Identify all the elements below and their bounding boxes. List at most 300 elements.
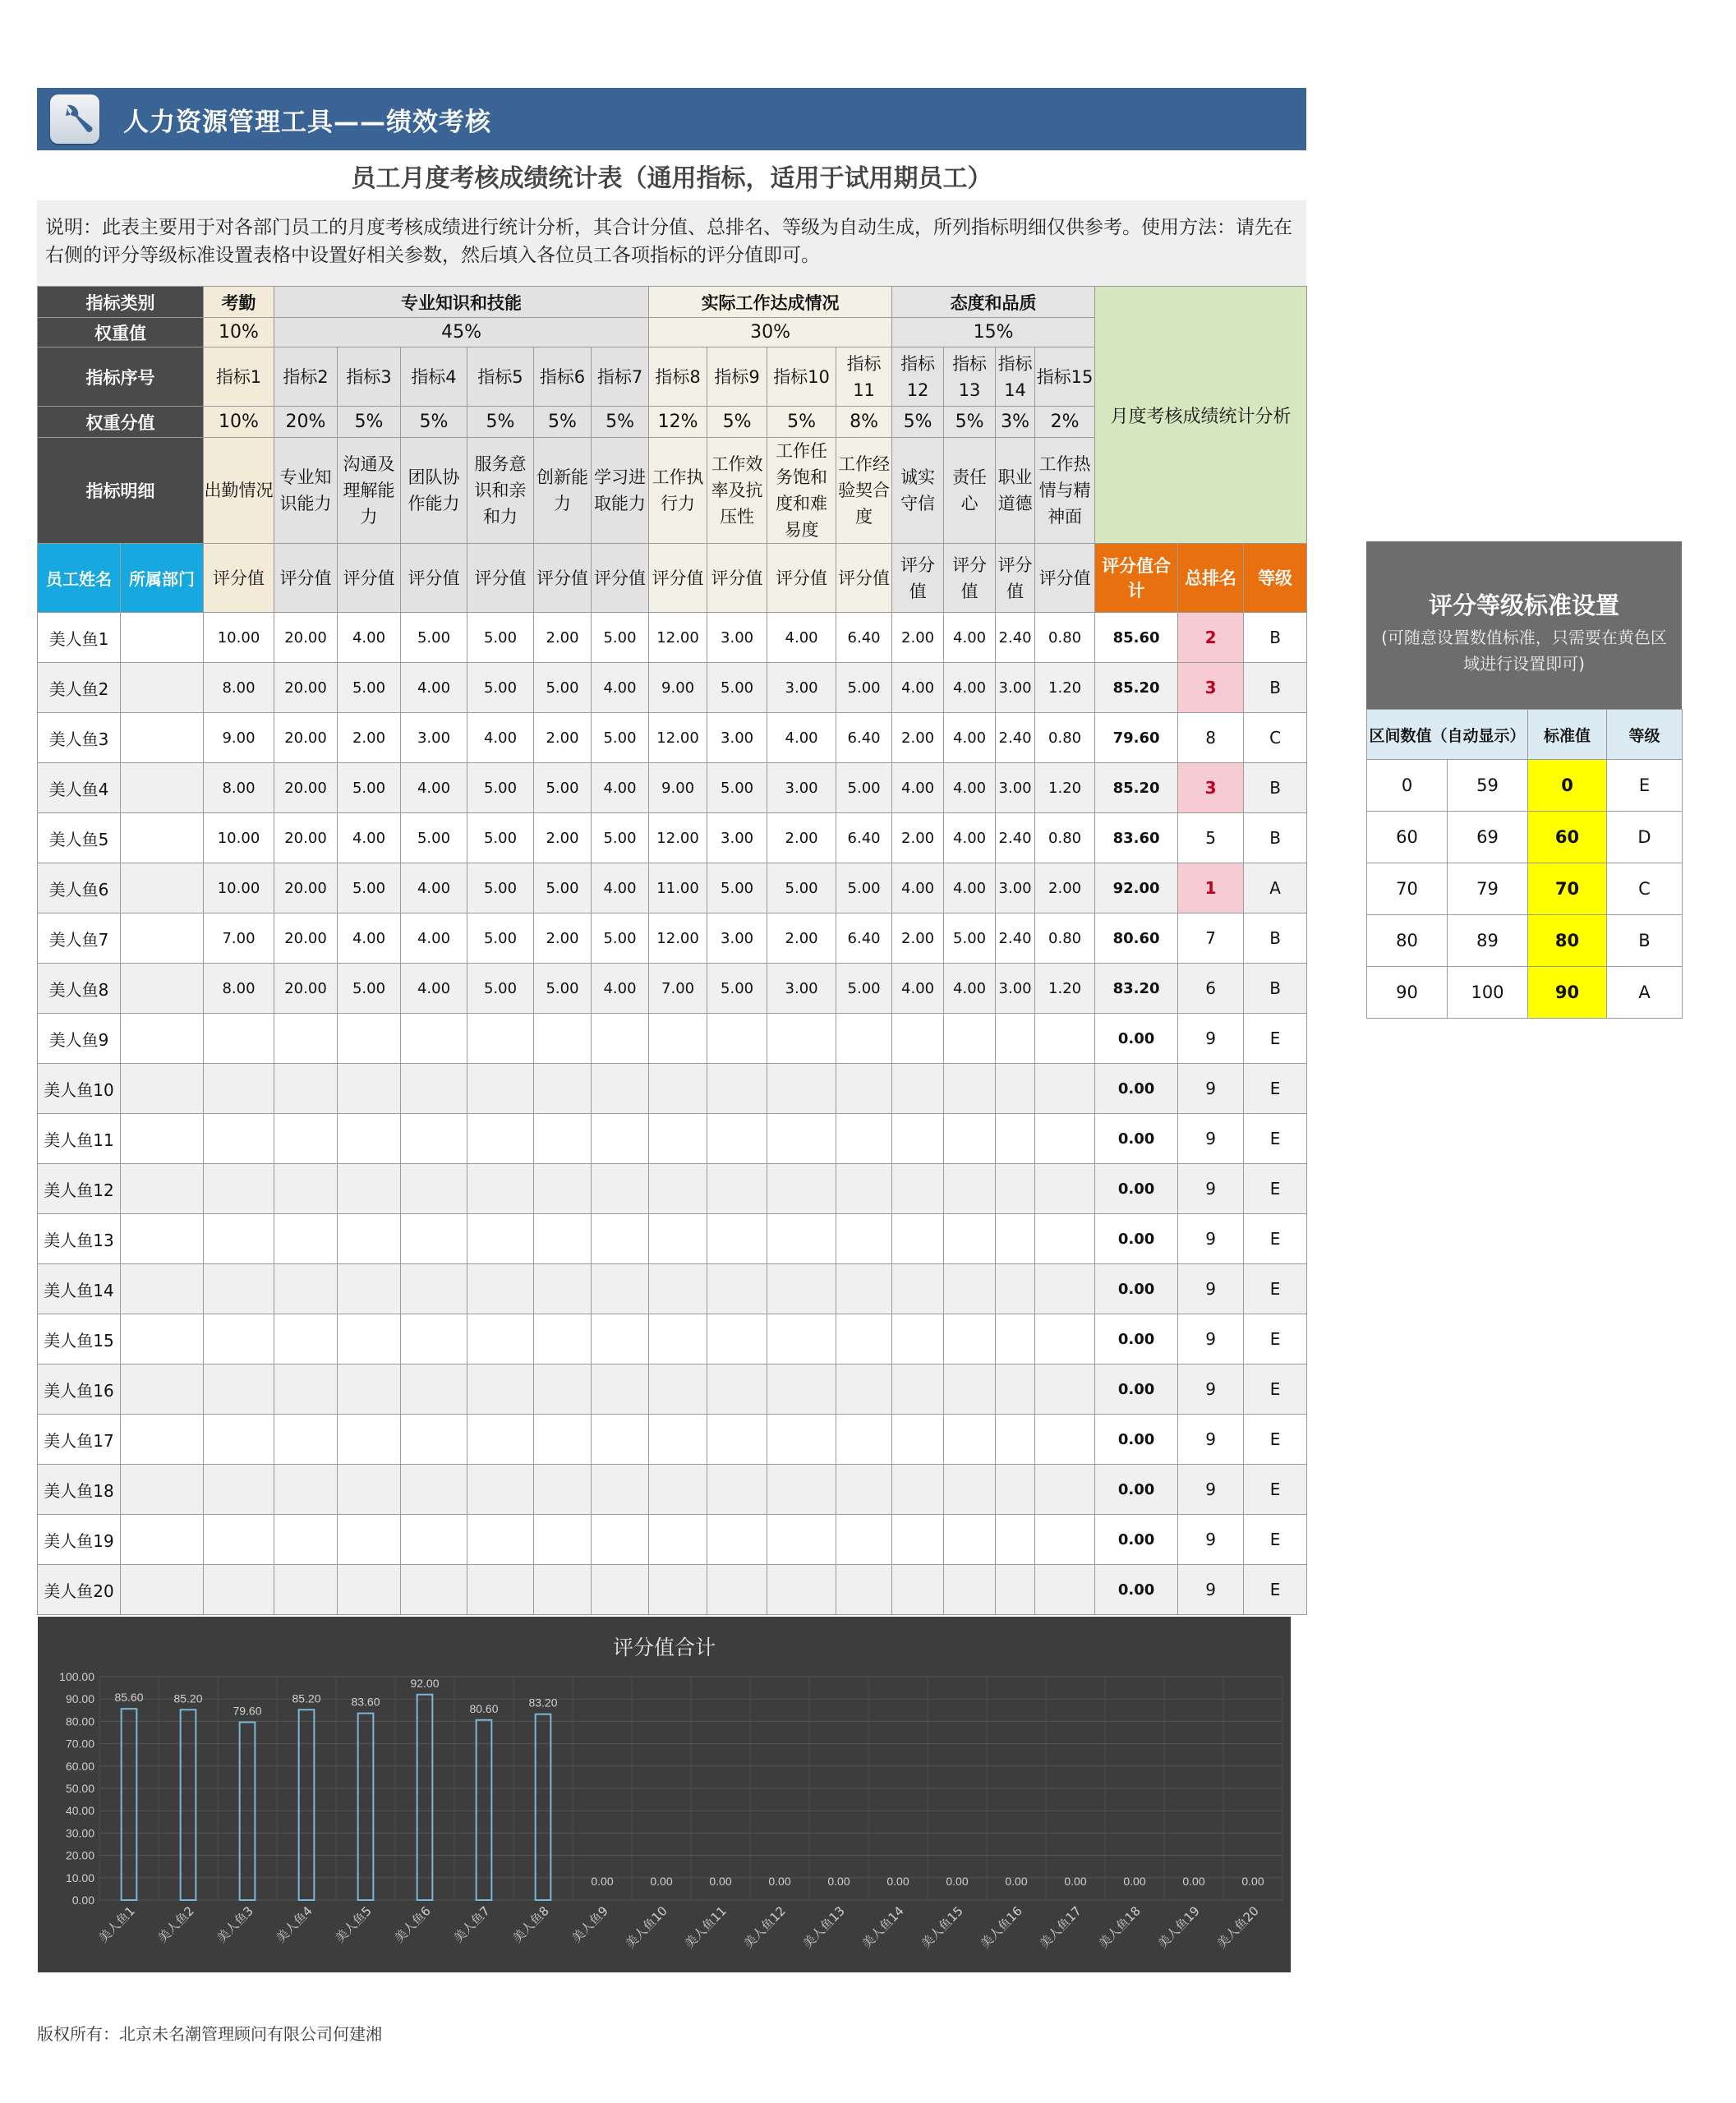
department-cell[interactable] <box>121 663 204 713</box>
score-cell[interactable] <box>467 1164 534 1214</box>
score-cell[interactable] <box>707 1014 767 1064</box>
score-cell[interactable] <box>944 1164 996 1214</box>
score-cell[interactable] <box>401 1014 467 1064</box>
score-cell[interactable] <box>649 1465 707 1515</box>
score-cell[interactable] <box>767 1214 836 1264</box>
score-cell[interactable]: 4.00 <box>592 763 649 813</box>
score-cell[interactable] <box>707 1415 767 1465</box>
score-cell[interactable] <box>707 1565 767 1615</box>
score-cell[interactable] <box>534 1364 592 1415</box>
score-cell[interactable]: 20.00 <box>274 663 338 713</box>
score-cell[interactable]: 1.20 <box>1035 763 1095 813</box>
score-cell[interactable] <box>649 1364 707 1415</box>
score-cell[interactable] <box>204 1515 274 1565</box>
score-cell[interactable] <box>1035 1114 1095 1164</box>
score-cell[interactable] <box>338 1515 401 1565</box>
score-cell[interactable]: 4.00 <box>401 663 467 713</box>
standard-value-input[interactable]: 80 <box>1528 915 1607 967</box>
department-cell[interactable] <box>121 913 204 964</box>
score-cell[interactable]: 20.00 <box>274 863 338 913</box>
score-cell[interactable] <box>767 1515 836 1565</box>
score-cell[interactable] <box>1035 1264 1095 1314</box>
score-cell[interactable] <box>707 1114 767 1164</box>
score-cell[interactable]: 8.00 <box>204 763 274 813</box>
score-cell[interactable] <box>274 1364 338 1415</box>
score-cell[interactable]: 4.00 <box>944 613 996 663</box>
score-cell[interactable]: 2.00 <box>892 713 944 763</box>
score-cell[interactable]: 5.00 <box>401 813 467 863</box>
score-cell[interactable] <box>944 1465 996 1515</box>
score-cell[interactable] <box>1035 1415 1095 1465</box>
score-cell[interactable]: 4.00 <box>592 863 649 913</box>
department-cell[interactable] <box>121 1415 204 1465</box>
score-cell[interactable]: 4.00 <box>338 913 401 964</box>
score-cell[interactable] <box>707 1164 767 1214</box>
score-cell[interactable] <box>1035 1515 1095 1565</box>
score-cell[interactable] <box>401 1565 467 1615</box>
score-cell[interactable]: 20.00 <box>274 613 338 663</box>
score-cell[interactable]: 3.00 <box>996 763 1035 813</box>
score-cell[interactable]: 5.00 <box>707 663 767 713</box>
score-cell[interactable] <box>534 1314 592 1364</box>
score-cell[interactable]: 11.00 <box>649 863 707 913</box>
score-cell[interactable] <box>592 1064 649 1114</box>
score-cell[interactable] <box>534 1164 592 1214</box>
score-cell[interactable] <box>274 1064 338 1114</box>
department-cell[interactable] <box>121 1515 204 1565</box>
score-cell[interactable]: 4.00 <box>944 663 996 713</box>
score-cell[interactable] <box>892 1565 944 1615</box>
score-cell[interactable] <box>836 1565 892 1615</box>
department-cell[interactable] <box>121 1465 204 1515</box>
score-cell[interactable]: 2.00 <box>767 913 836 964</box>
score-cell[interactable]: 3.00 <box>707 613 767 663</box>
score-cell[interactable] <box>996 1164 1035 1214</box>
score-cell[interactable]: 5.00 <box>401 613 467 663</box>
score-cell[interactable]: 5.00 <box>836 663 892 713</box>
score-cell[interactable]: 0.80 <box>1035 613 1095 663</box>
score-cell[interactable] <box>534 1415 592 1465</box>
score-cell[interactable] <box>649 1415 707 1465</box>
score-cell[interactable]: 9.00 <box>649 663 707 713</box>
score-cell[interactable]: 4.00 <box>592 964 649 1014</box>
score-cell[interactable] <box>649 1164 707 1214</box>
score-cell[interactable] <box>274 1515 338 1565</box>
department-cell[interactable] <box>121 763 204 813</box>
score-cell[interactable] <box>401 1114 467 1164</box>
score-cell[interactable] <box>836 1515 892 1565</box>
score-cell[interactable] <box>1035 1314 1095 1364</box>
score-cell[interactable] <box>204 1415 274 1465</box>
score-cell[interactable] <box>1035 1565 1095 1615</box>
score-cell[interactable] <box>1035 1465 1095 1515</box>
score-cell[interactable]: 5.00 <box>338 663 401 713</box>
score-cell[interactable] <box>592 1565 649 1615</box>
score-cell[interactable]: 4.00 <box>401 763 467 813</box>
score-cell[interactable]: 5.00 <box>467 763 534 813</box>
score-cell[interactable] <box>944 1214 996 1264</box>
employee-name[interactable]: 美人鱼17 <box>38 1415 121 1465</box>
score-cell[interactable]: 4.00 <box>892 663 944 713</box>
score-cell[interactable] <box>534 1214 592 1264</box>
score-cell[interactable] <box>767 1064 836 1114</box>
score-cell[interactable] <box>892 1064 944 1114</box>
score-cell[interactable] <box>649 1114 707 1164</box>
score-cell[interactable]: 4.00 <box>401 964 467 1014</box>
score-cell[interactable] <box>467 1465 534 1515</box>
standard-value-input[interactable]: 60 <box>1528 812 1607 863</box>
score-cell[interactable]: 3.00 <box>767 663 836 713</box>
score-cell[interactable]: 5.00 <box>707 763 767 813</box>
score-cell[interactable] <box>996 1515 1035 1565</box>
score-cell[interactable] <box>836 1314 892 1364</box>
score-cell[interactable] <box>467 1214 534 1264</box>
score-cell[interactable]: 5.00 <box>467 863 534 913</box>
score-cell[interactable]: 3.00 <box>996 663 1035 713</box>
employee-name[interactable]: 美人鱼9 <box>38 1014 121 1064</box>
score-cell[interactable] <box>1035 1064 1095 1114</box>
score-cell[interactable] <box>401 1415 467 1465</box>
score-cell[interactable] <box>649 1565 707 1615</box>
employee-name[interactable]: 美人鱼4 <box>38 763 121 813</box>
score-cell[interactable] <box>1035 1214 1095 1264</box>
score-cell[interactable] <box>892 1415 944 1465</box>
score-cell[interactable] <box>401 1314 467 1364</box>
score-cell[interactable]: 4.00 <box>338 813 401 863</box>
score-cell[interactable]: 5.00 <box>836 863 892 913</box>
score-cell[interactable] <box>996 1114 1035 1164</box>
employee-name[interactable]: 美人鱼7 <box>38 913 121 964</box>
department-cell[interactable] <box>121 1014 204 1064</box>
score-cell[interactable] <box>592 1415 649 1465</box>
score-cell[interactable] <box>996 1314 1035 1364</box>
score-cell[interactable] <box>767 1014 836 1064</box>
score-cell[interactable]: 3.00 <box>707 913 767 964</box>
score-cell[interactable] <box>274 1565 338 1615</box>
score-cell[interactable]: 4.00 <box>944 863 996 913</box>
score-cell[interactable]: 5.00 <box>707 964 767 1014</box>
score-cell[interactable]: 2.40 <box>996 613 1035 663</box>
score-cell[interactable]: 2.00 <box>534 913 592 964</box>
score-cell[interactable]: 0.80 <box>1035 813 1095 863</box>
score-cell[interactable] <box>996 1214 1035 1264</box>
score-cell[interactable] <box>534 1264 592 1314</box>
department-cell[interactable] <box>121 1064 204 1114</box>
department-cell[interactable] <box>121 964 204 1014</box>
score-cell[interactable] <box>996 1465 1035 1515</box>
score-cell[interactable]: 5.00 <box>467 964 534 1014</box>
employee-name[interactable]: 美人鱼3 <box>38 713 121 763</box>
score-cell[interactable]: 4.00 <box>338 613 401 663</box>
score-cell[interactable]: 5.00 <box>707 863 767 913</box>
score-cell[interactable]: 2.00 <box>338 713 401 763</box>
score-cell[interactable] <box>944 1064 996 1114</box>
score-cell[interactable] <box>944 1264 996 1314</box>
score-cell[interactable] <box>401 1064 467 1114</box>
score-cell[interactable] <box>767 1164 836 1214</box>
score-cell[interactable] <box>274 1465 338 1515</box>
score-cell[interactable] <box>534 1515 592 1565</box>
score-cell[interactable] <box>996 1064 1035 1114</box>
score-cell[interactable]: 5.00 <box>592 913 649 964</box>
score-cell[interactable] <box>274 1114 338 1164</box>
score-cell[interactable]: 1.20 <box>1035 663 1095 713</box>
score-cell[interactable] <box>274 1314 338 1364</box>
score-cell[interactable] <box>338 1064 401 1114</box>
department-cell[interactable] <box>121 713 204 763</box>
score-cell[interactable] <box>467 1314 534 1364</box>
employee-name[interactable]: 美人鱼1 <box>38 613 121 663</box>
employee-name[interactable]: 美人鱼5 <box>38 813 121 863</box>
score-cell[interactable] <box>338 1164 401 1214</box>
score-cell[interactable] <box>944 1014 996 1064</box>
score-cell[interactable] <box>274 1415 338 1465</box>
score-cell[interactable] <box>592 1364 649 1415</box>
score-cell[interactable]: 5.00 <box>592 813 649 863</box>
score-cell[interactable] <box>274 1214 338 1264</box>
score-cell[interactable]: 3.00 <box>996 964 1035 1014</box>
score-cell[interactable]: 20.00 <box>274 813 338 863</box>
score-cell[interactable]: 6.40 <box>836 913 892 964</box>
score-cell[interactable]: 10.00 <box>204 863 274 913</box>
score-cell[interactable] <box>204 1114 274 1164</box>
score-cell[interactable]: 5.00 <box>592 613 649 663</box>
score-cell[interactable]: 7.00 <box>204 913 274 964</box>
score-cell[interactable] <box>996 1415 1035 1465</box>
employee-name[interactable]: 美人鱼18 <box>38 1465 121 1515</box>
score-cell[interactable] <box>467 1364 534 1415</box>
score-cell[interactable] <box>338 1214 401 1264</box>
score-cell[interactable]: 6.40 <box>836 713 892 763</box>
department-cell[interactable] <box>121 1314 204 1364</box>
department-cell[interactable] <box>121 1114 204 1164</box>
score-cell[interactable]: 5.00 <box>534 763 592 813</box>
score-cell[interactable]: 5.00 <box>338 863 401 913</box>
score-cell[interactable]: 4.00 <box>944 964 996 1014</box>
score-cell[interactable] <box>592 1264 649 1314</box>
score-cell[interactable]: 20.00 <box>274 964 338 1014</box>
score-cell[interactable] <box>892 1465 944 1515</box>
score-cell[interactable]: 0.80 <box>1035 713 1095 763</box>
score-cell[interactable] <box>892 1214 944 1264</box>
score-cell[interactable]: 2.00 <box>534 813 592 863</box>
score-cell[interactable]: 4.00 <box>944 713 996 763</box>
score-cell[interactable]: 3.00 <box>996 863 1035 913</box>
score-cell[interactable]: 4.00 <box>467 713 534 763</box>
score-cell[interactable] <box>401 1164 467 1214</box>
score-cell[interactable] <box>836 1114 892 1164</box>
score-cell[interactable]: 4.00 <box>944 763 996 813</box>
score-cell[interactable] <box>892 1314 944 1364</box>
score-cell[interactable]: 5.00 <box>467 613 534 663</box>
score-cell[interactable]: 5.00 <box>534 663 592 713</box>
score-cell[interactable] <box>1035 1014 1095 1064</box>
score-cell[interactable] <box>836 1214 892 1264</box>
score-cell[interactable] <box>892 1164 944 1214</box>
employee-name[interactable]: 美人鱼15 <box>38 1314 121 1364</box>
department-cell[interactable] <box>121 613 204 663</box>
score-cell[interactable] <box>1035 1364 1095 1415</box>
score-cell[interactable] <box>707 1064 767 1114</box>
department-cell[interactable] <box>121 1164 204 1214</box>
score-cell[interactable] <box>338 1014 401 1064</box>
score-cell[interactable] <box>338 1364 401 1415</box>
employee-name[interactable]: 美人鱼6 <box>38 863 121 913</box>
score-cell[interactable] <box>996 1264 1035 1314</box>
score-cell[interactable] <box>204 1465 274 1515</box>
score-cell[interactable]: 10.00 <box>204 813 274 863</box>
score-cell[interactable] <box>467 1264 534 1314</box>
score-cell[interactable]: 2.40 <box>996 713 1035 763</box>
score-cell[interactable]: 2.40 <box>996 813 1035 863</box>
score-cell[interactable] <box>534 1565 592 1615</box>
employee-name[interactable]: 美人鱼8 <box>38 964 121 1014</box>
score-cell[interactable] <box>649 1314 707 1364</box>
score-cell[interactable]: 1.20 <box>1035 964 1095 1014</box>
score-cell[interactable] <box>892 1264 944 1314</box>
score-cell[interactable]: 6.40 <box>836 813 892 863</box>
score-cell[interactable] <box>767 1314 836 1364</box>
score-cell[interactable]: 20.00 <box>274 913 338 964</box>
score-cell[interactable]: 2.00 <box>1035 863 1095 913</box>
score-cell[interactable]: 3.00 <box>401 713 467 763</box>
score-cell[interactable] <box>892 1515 944 1565</box>
score-cell[interactable] <box>338 1114 401 1164</box>
score-cell[interactable]: 2.40 <box>996 913 1035 964</box>
score-cell[interactable]: 12.00 <box>649 913 707 964</box>
score-cell[interactable] <box>338 1314 401 1364</box>
score-cell[interactable] <box>274 1164 338 1214</box>
score-cell[interactable]: 2.00 <box>892 613 944 663</box>
score-cell[interactable]: 2.00 <box>767 813 836 863</box>
score-cell[interactable] <box>534 1465 592 1515</box>
score-cell[interactable] <box>836 1364 892 1415</box>
score-cell[interactable] <box>338 1565 401 1615</box>
score-cell[interactable] <box>836 1014 892 1064</box>
score-cell[interactable]: 2.00 <box>892 813 944 863</box>
score-cell[interactable]: 4.00 <box>767 613 836 663</box>
score-cell[interactable] <box>767 1364 836 1415</box>
department-cell[interactable] <box>121 1565 204 1615</box>
department-cell[interactable] <box>121 1264 204 1314</box>
score-cell[interactable]: 5.00 <box>534 964 592 1014</box>
score-cell[interactable] <box>534 1114 592 1164</box>
score-cell[interactable] <box>274 1264 338 1314</box>
score-cell[interactable] <box>274 1014 338 1064</box>
score-cell[interactable] <box>944 1314 996 1364</box>
score-cell[interactable] <box>767 1114 836 1164</box>
score-cell[interactable]: 8.00 <box>204 964 274 1014</box>
score-cell[interactable] <box>592 1465 649 1515</box>
score-cell[interactable] <box>892 1364 944 1415</box>
employee-name[interactable]: 美人鱼2 <box>38 663 121 713</box>
score-cell[interactable] <box>204 1014 274 1064</box>
score-cell[interactable]: 4.00 <box>892 863 944 913</box>
score-cell[interactable] <box>592 1114 649 1164</box>
score-cell[interactable] <box>338 1465 401 1515</box>
score-cell[interactable] <box>204 1314 274 1364</box>
score-cell[interactable] <box>467 1515 534 1565</box>
score-cell[interactable]: 12.00 <box>649 813 707 863</box>
score-cell[interactable] <box>592 1014 649 1064</box>
score-cell[interactable]: 3.00 <box>707 713 767 763</box>
score-cell[interactable]: 5.00 <box>944 913 996 964</box>
score-cell[interactable] <box>944 1114 996 1164</box>
score-cell[interactable] <box>707 1465 767 1515</box>
score-cell[interactable] <box>767 1415 836 1465</box>
score-cell[interactable] <box>944 1515 996 1565</box>
employee-name[interactable]: 美人鱼10 <box>38 1064 121 1114</box>
score-cell[interactable] <box>944 1565 996 1615</box>
department-cell[interactable] <box>121 813 204 863</box>
score-cell[interactable] <box>767 1264 836 1314</box>
score-cell[interactable]: 4.00 <box>401 863 467 913</box>
score-cell[interactable] <box>707 1264 767 1314</box>
score-cell[interactable]: 4.00 <box>944 813 996 863</box>
score-cell[interactable]: 5.00 <box>836 763 892 813</box>
score-cell[interactable]: 4.00 <box>401 913 467 964</box>
standard-value-input[interactable]: 90 <box>1528 967 1607 1019</box>
employee-name[interactable]: 美人鱼14 <box>38 1264 121 1314</box>
score-cell[interactable] <box>649 1014 707 1064</box>
score-cell[interactable]: 20.00 <box>274 763 338 813</box>
score-cell[interactable]: 2.00 <box>534 713 592 763</box>
department-cell[interactable] <box>121 1364 204 1415</box>
score-cell[interactable] <box>996 1014 1035 1064</box>
score-cell[interactable]: 4.00 <box>767 713 836 763</box>
score-cell[interactable] <box>944 1364 996 1415</box>
score-cell[interactable]: 12.00 <box>649 613 707 663</box>
score-cell[interactable]: 7.00 <box>649 964 707 1014</box>
score-cell[interactable]: 20.00 <box>274 713 338 763</box>
score-cell[interactable] <box>1035 1164 1095 1214</box>
score-cell[interactable] <box>338 1415 401 1465</box>
score-cell[interactable]: 5.00 <box>592 713 649 763</box>
employee-name[interactable]: 美人鱼11 <box>38 1114 121 1164</box>
score-cell[interactable]: 5.00 <box>836 964 892 1014</box>
score-cell[interactable]: 5.00 <box>467 663 534 713</box>
score-cell[interactable] <box>467 1565 534 1615</box>
employee-name[interactable]: 美人鱼19 <box>38 1515 121 1565</box>
score-cell[interactable] <box>592 1314 649 1364</box>
score-cell[interactable]: 5.00 <box>338 964 401 1014</box>
score-cell[interactable] <box>204 1364 274 1415</box>
score-cell[interactable] <box>467 1064 534 1114</box>
score-cell[interactable] <box>767 1465 836 1515</box>
score-cell[interactable] <box>401 1515 467 1565</box>
employee-name[interactable]: 美人鱼20 <box>38 1565 121 1615</box>
score-cell[interactable] <box>204 1264 274 1314</box>
score-cell[interactable] <box>401 1264 467 1314</box>
score-cell[interactable] <box>204 1064 274 1114</box>
score-cell[interactable]: 10.00 <box>204 613 274 663</box>
score-cell[interactable]: 5.00 <box>467 913 534 964</box>
standard-value-input[interactable]: 70 <box>1528 863 1607 915</box>
score-cell[interactable] <box>649 1264 707 1314</box>
score-cell[interactable]: 12.00 <box>649 713 707 763</box>
score-cell[interactable] <box>534 1014 592 1064</box>
score-cell[interactable] <box>836 1064 892 1114</box>
score-cell[interactable]: 3.00 <box>767 964 836 1014</box>
score-cell[interactable] <box>707 1214 767 1264</box>
standard-value-input[interactable]: 0 <box>1528 760 1607 812</box>
score-cell[interactable] <box>401 1465 467 1515</box>
score-cell[interactable] <box>592 1515 649 1565</box>
score-cell[interactable] <box>649 1515 707 1565</box>
employee-name[interactable]: 美人鱼13 <box>38 1214 121 1264</box>
score-cell[interactable] <box>707 1515 767 1565</box>
score-cell[interactable]: 3.00 <box>707 813 767 863</box>
